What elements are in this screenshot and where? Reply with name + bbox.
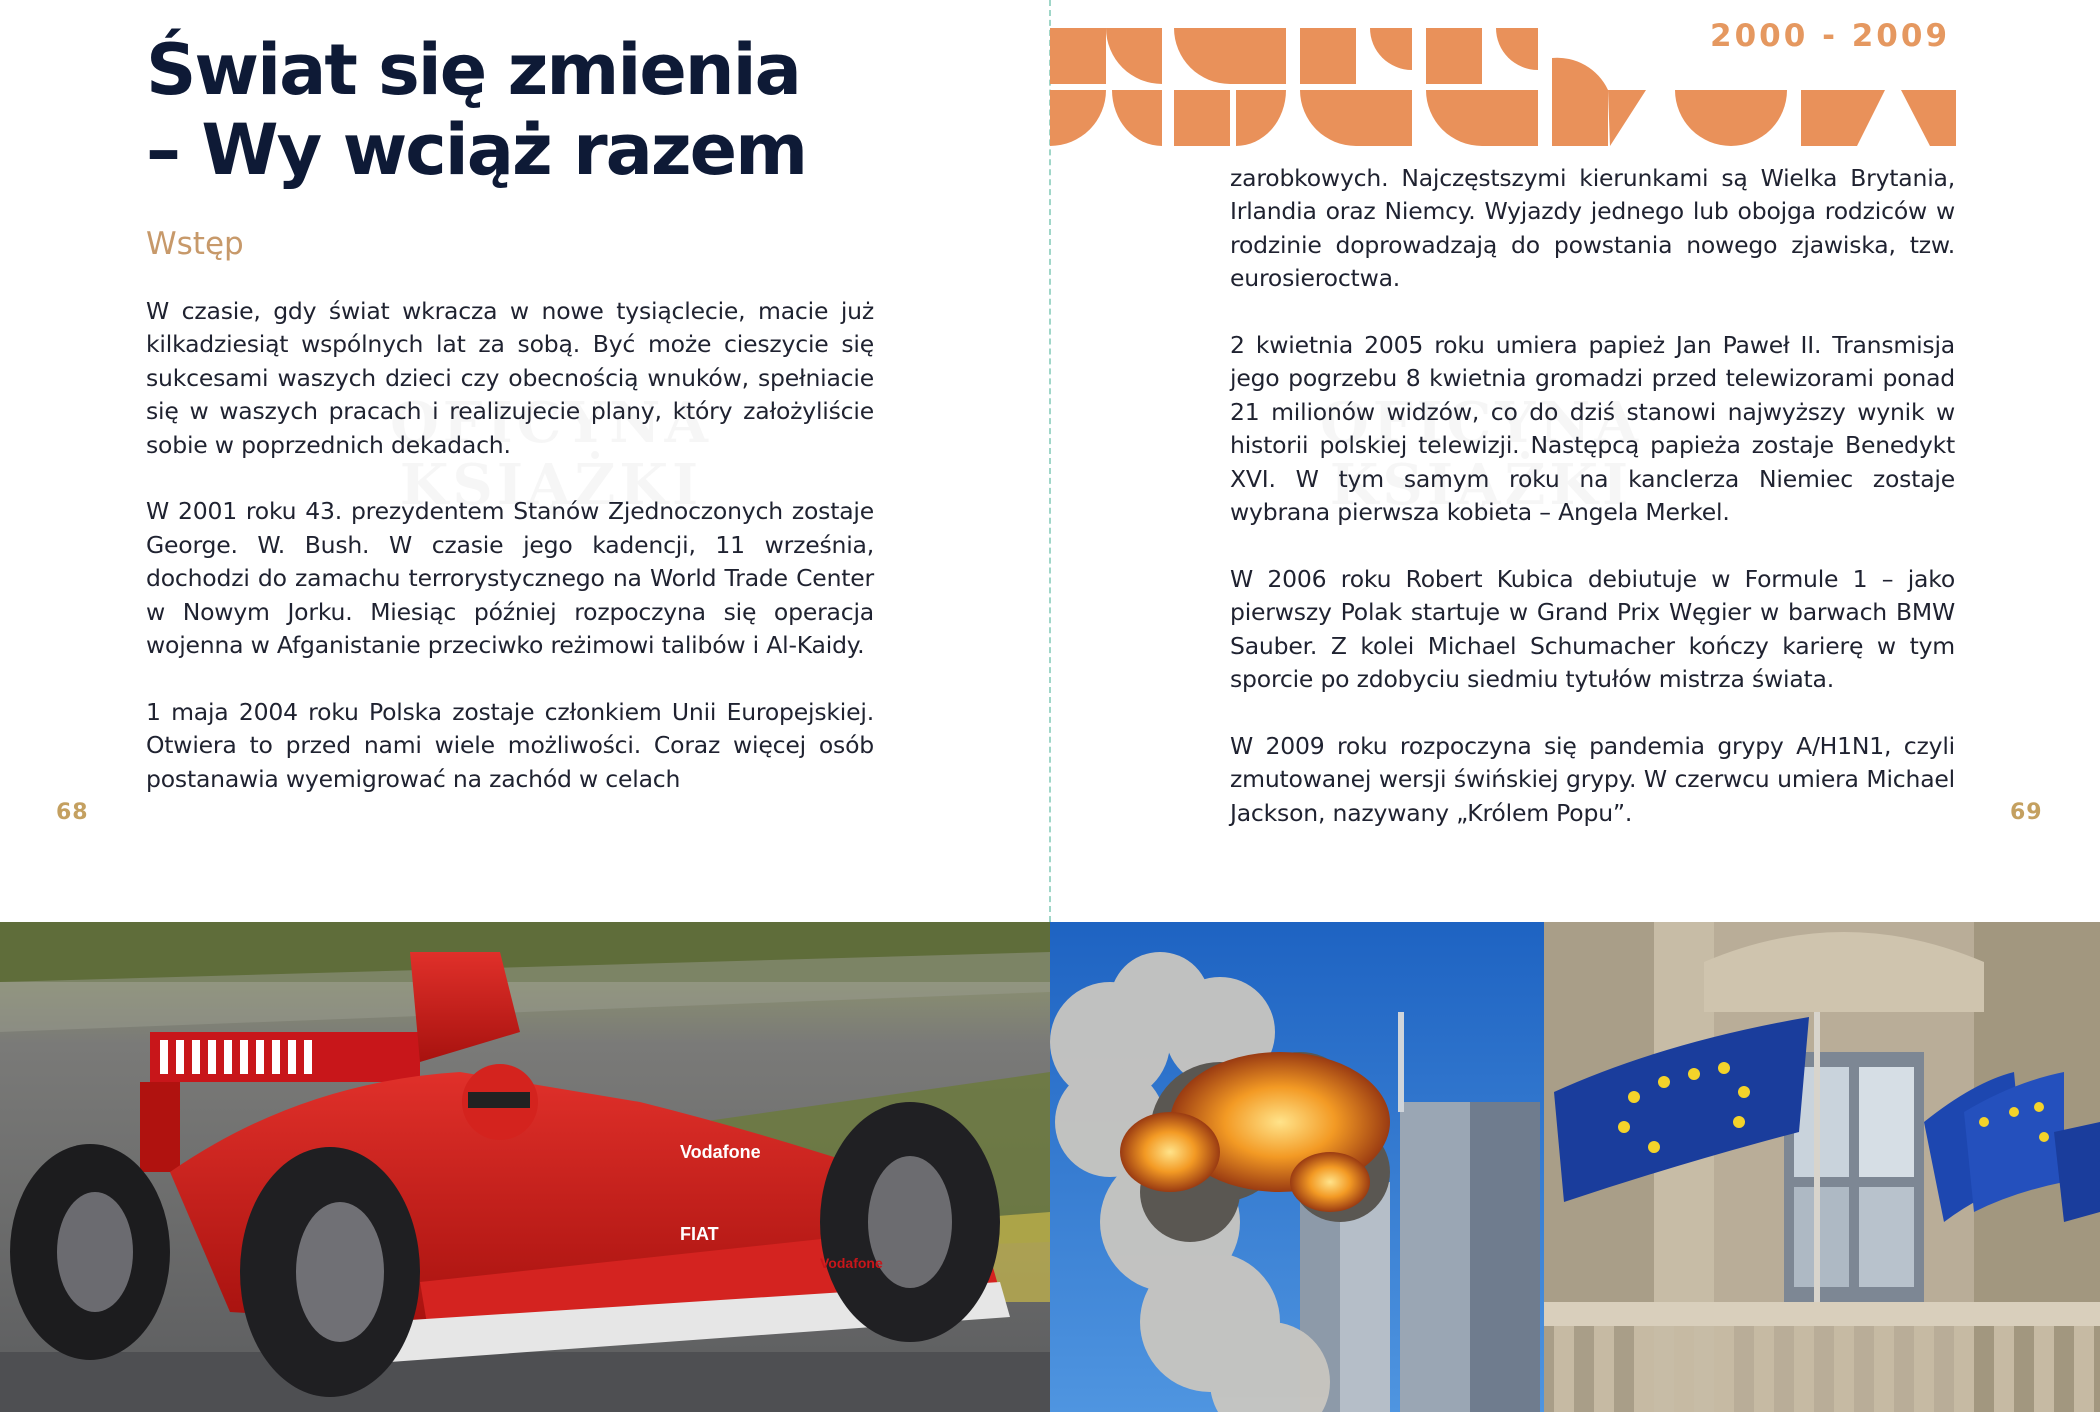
decade-label: 2000 - 2009 [1710,18,1951,54]
car-sponsor-text: FIAT [680,1224,719,1244]
paragraph: W 2006 roku Robert Kubica debiutuje w Formule 1 – jako pierwszy Polak startuje w Grand Prix Węgier w barwach BMW Sauber. Z kolei Michael Schumacher kończy karierę w tym sporcie po zdobyciu siedmiu tytułów mistrza świata. [1230,564,1955,694]
paragraph: 2 kwietnia 2005 roku umiera papież Jan Paweł II. Transmisja jego pogrzebu 8 kwietnia gromadzi przed telewizorami ponad 21 milionów widzów, co do dziś stanowi najwyższy wynik w historii polskiej telewizji. Następcą papieża zostaje Benedykt XVI. W tym samym roku na kanclerza Niemiec zostaje wybrana pierwsza kobieta – Angela Merkel. [1230,331,1955,527]
formula-1-car-photo [0,922,1050,1412]
title-line-1: Świat się zmienia [146,29,800,111]
left-body-text [146,295,874,829]
photo-strip [0,922,2100,1412]
paragraph: W 2009 roku rozpoczyna się pandemia grypy A/H1N1, czyli zmutowanej wersji świńskiej grypy. W czerwcu umiera Michael Jackson, nazywany „Królem Popu”. [1230,731,1955,827]
paragraph: W 2001 roku 43. prezydentem Stanów Zjednoczonych zostaje George. W. Bush. W czasie jego kadencji, 11 września, dochodzi do zamachu terrorystycznego na World Trade Center w Nowym Jorku. Miesiąc później rozpoczyna się operacja wojenna w Afganistanie przeciwko reżimowi talibów i Al-Kaidy. [146,497,874,660]
car-sponsor-text: Vodafone [680,1142,761,1162]
page-number-right: 69 [2010,800,2043,825]
eu-flags-photo [1544,922,2100,1412]
page-title [146,30,806,190]
right-body-text [1230,162,1955,863]
paragraph: zarobkowych. Najczęstszymi kierunkami są Wielka Brytania, Irlandia oraz Niemcy. Wyjazdy jednego lub obojga rodziców w rodzinie doprowadzają do powstania nowego zjawiska, tzw. eurosieroctwa. [1230,164,1955,293]
paragraph: W czasie, gdy świat wkracza w nowe tysiąclecie, macie już kilkadziesiąt wspólnych lat za sobą. Być może cieszycie się sukcesami waszych dzieci czy obecnością wnuków, spełniacie się w waszych pracach i realizujecie plany, który założyliście sobie w poprzednich dekadach. [146,297,874,459]
paragraph: 1 maja 2004 roku Polska zostaje członkiem Unii Europejskiej. Otwiera to przed nami wiele możliwości. Coraz więcej osób postanawia wyemigrować na zachód w celach [146,697,874,793]
car-sponsor-text: Vodafone [820,1255,883,1271]
section-subtitle: Wstęp [146,226,244,262]
page-number-left: 68 [56,800,89,825]
world-trade-center-photo [1050,922,1544,1412]
title-line-2: – Wy wciąż razem [146,109,807,191]
